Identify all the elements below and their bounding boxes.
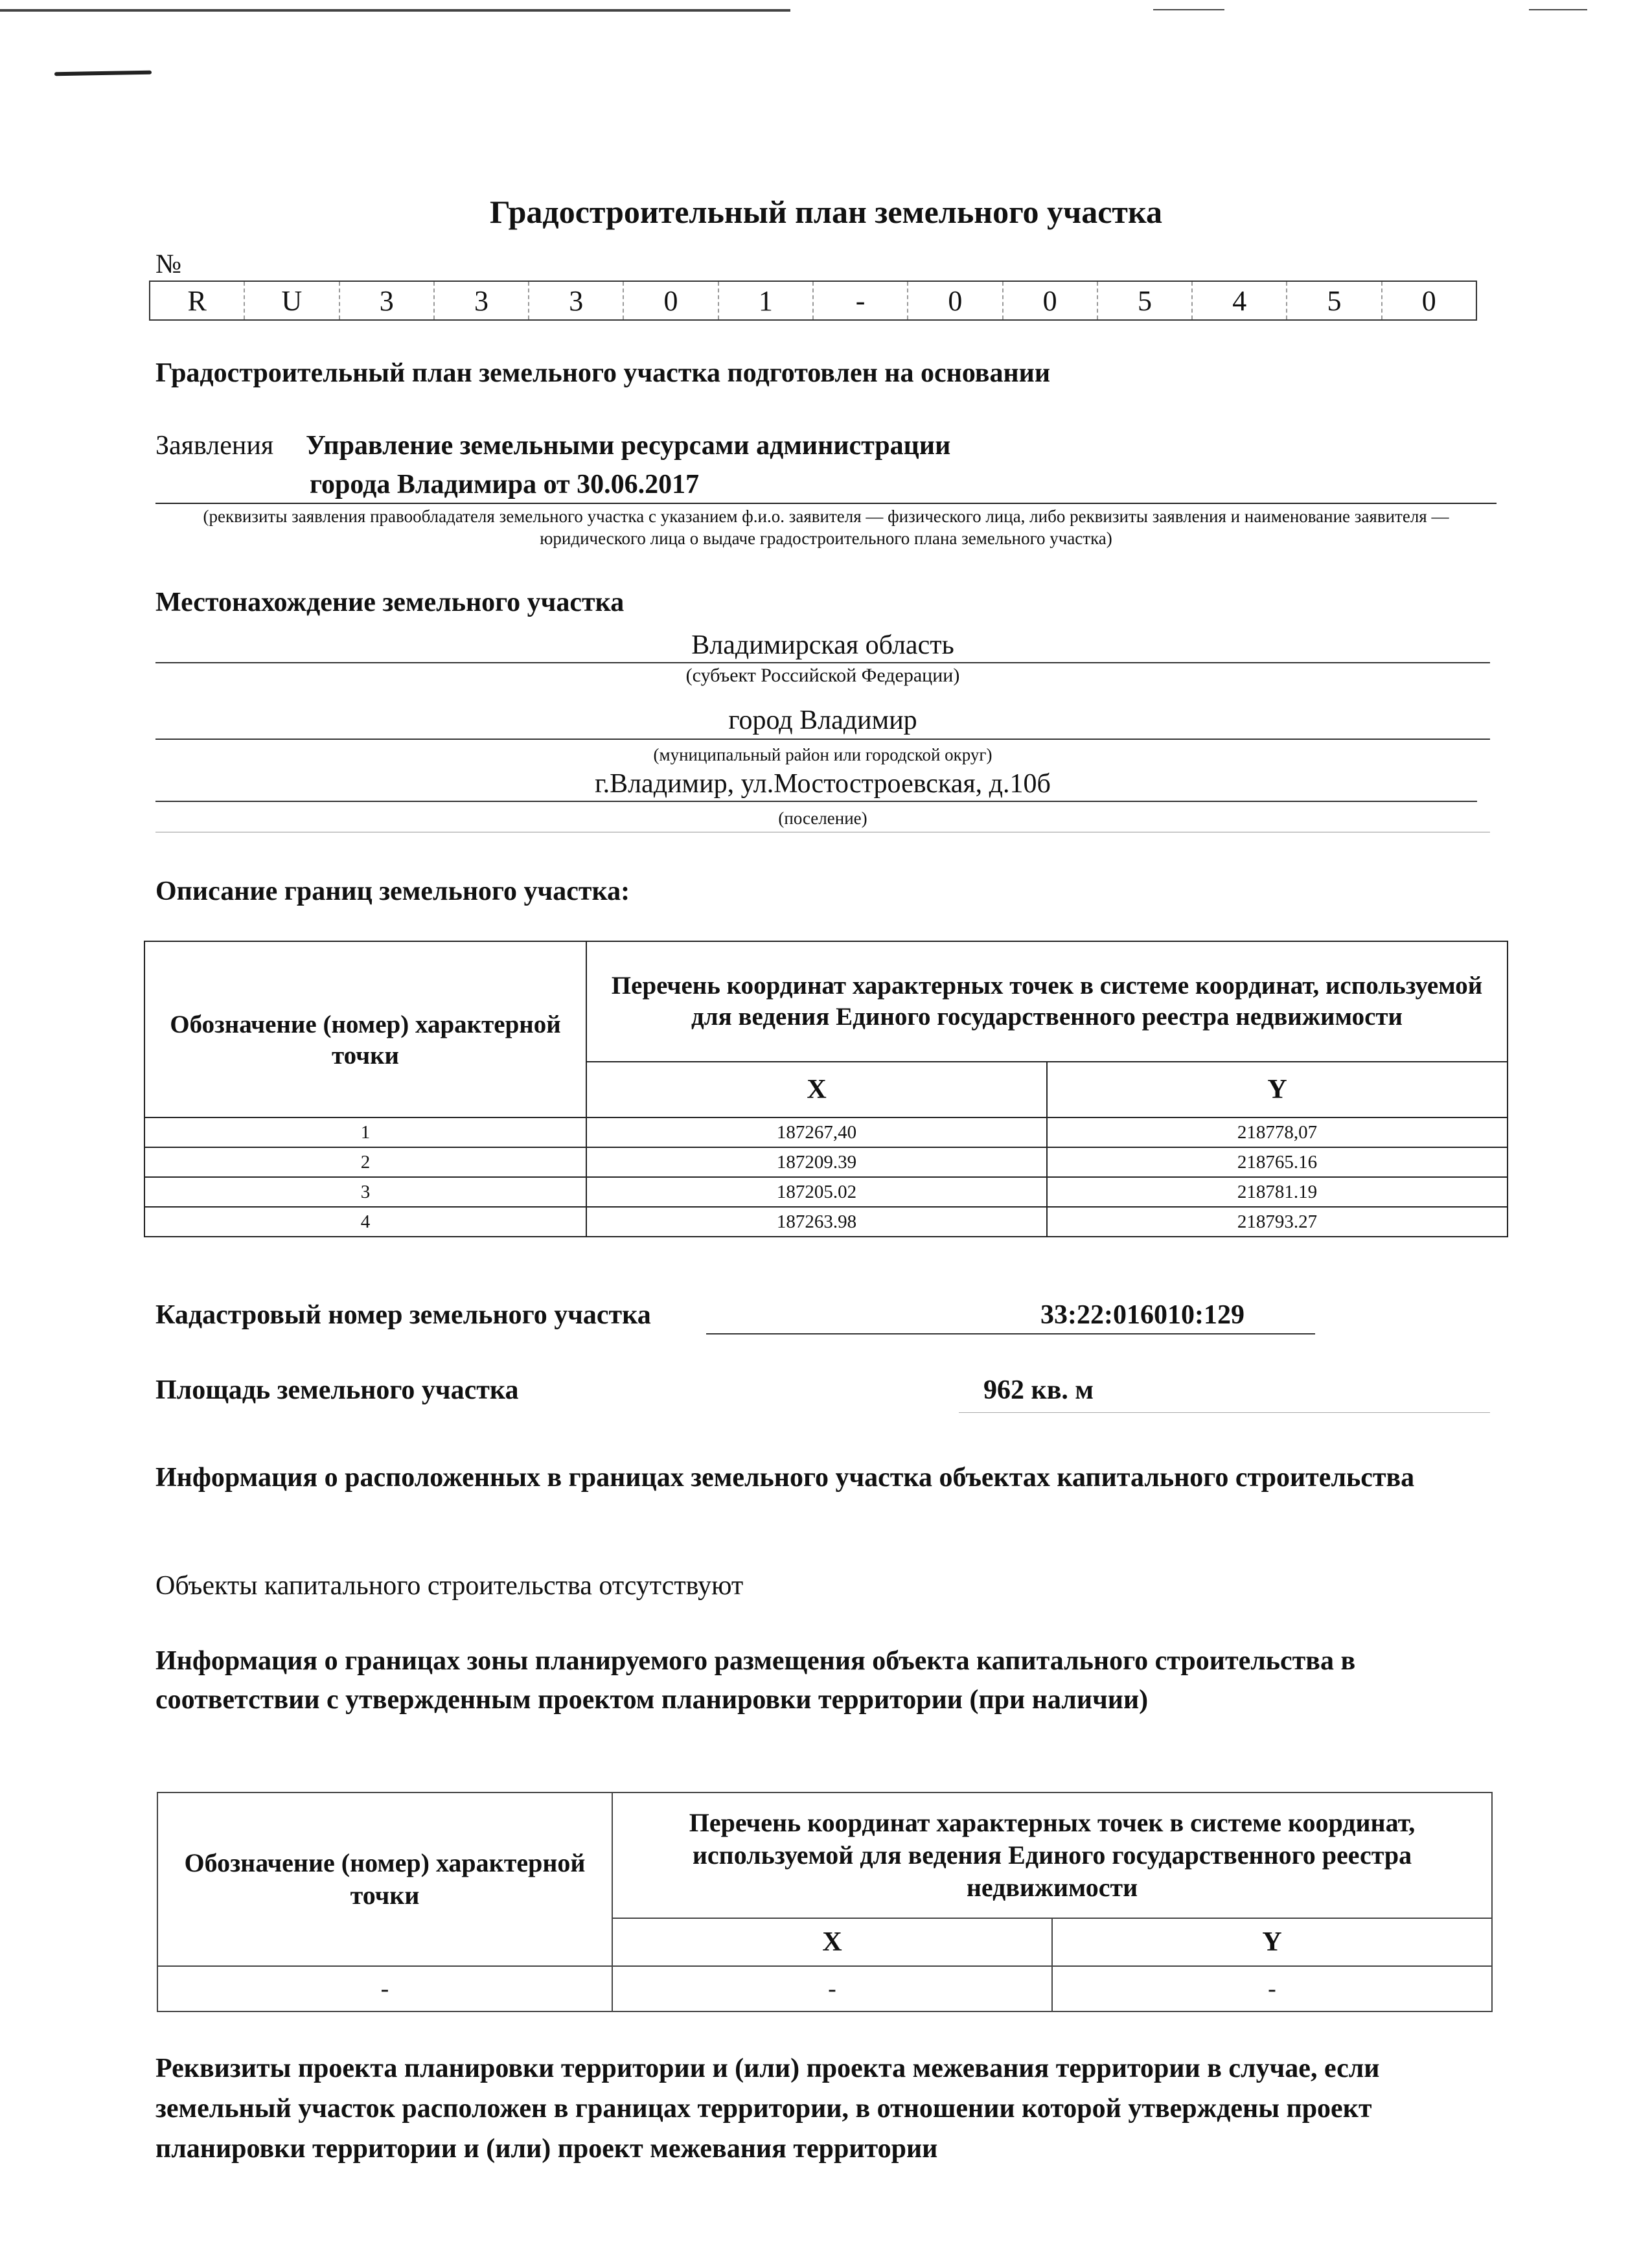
coord-y: 218793.27: [1047, 1207, 1508, 1237]
coord-x: 187205.02: [586, 1177, 1047, 1207]
table-row: [157, 1966, 1492, 2011]
point-number: 1: [144, 1117, 586, 1147]
plan-number-char: -: [814, 282, 908, 319]
address-note: (поселение): [778, 808, 867, 828]
application-underline: [155, 503, 1497, 504]
coord-y: 218778,07: [1047, 1117, 1508, 1147]
plan-number-char: 1: [719, 282, 814, 319]
cadastral-value: 33:22:016010:129: [1040, 1300, 1245, 1330]
point-number: 3: [144, 1177, 586, 1207]
plan-number-char: 0: [908, 282, 1003, 319]
plan-number-char: 3: [529, 282, 624, 319]
scan-edge-line: [1153, 9, 1224, 10]
area-underline: [959, 1412, 1490, 1413]
table-row: [144, 1147, 1508, 1177]
zone-coordinates-table: [157, 1792, 1493, 2012]
plan-number-char: 5: [1287, 282, 1382, 319]
cadastral-underline: [706, 1333, 1315, 1334]
coord-y: 218765.16: [1047, 1147, 1508, 1177]
table-header-coords: Перечень координат характерных точек в системе координат, используемой для ведения Единого государственного реестра недвижимости: [586, 941, 1508, 1062]
city-value: город Владимир: [728, 705, 917, 735]
location-heading: Местонахождение земельного участка: [155, 588, 625, 617]
area-label: Площадь земельного участка: [155, 1375, 519, 1405]
plan-number-char: 5: [1098, 282, 1193, 319]
coord-x: 187209.39: [586, 1147, 1047, 1177]
application-note: (реквизиты заявления правообладателя земельного участка с указанием ф.и.о. заявителя — физического лица, либо реквизиты заявления и наименование заявителя — юридического лица о выдаче градостроительного плана земельного участка): [203, 507, 1449, 548]
pen-mark: [54, 71, 152, 76]
application-prefix: Заявления: [155, 431, 274, 461]
table-header-y: Y: [1052, 1918, 1492, 1966]
plan-number-char: 3: [340, 282, 435, 319]
point-number: -: [157, 1966, 612, 2011]
table-row: [144, 1177, 1508, 1207]
basis-heading: Градостроительный план земельного участка подготовлен на основании: [155, 358, 1051, 388]
project-heading: Реквизиты проекта планировки территории и (или) проекта межевания территории в случае, если земельный участок расположен в границах территории, в отношении которой утверждены проект планировки территории и (или) проект межевания территории: [155, 2054, 1380, 2164]
table-header-coords: Перечень координат характерных точек в системе координат, используемой для ведения Единого государственного реестра недвижимости: [612, 1793, 1492, 1918]
borders-heading: Описание границ земельного участка:: [155, 876, 630, 906]
coord-x: 187267,40: [586, 1117, 1047, 1147]
objects-heading: Информация о расположенных в границах земельного участка объектах капитального строительства: [155, 1463, 1415, 1493]
plan-number-char: 0: [624, 282, 718, 319]
city-underline: [155, 739, 1490, 740]
city-note: (муниципальный район или городской округ): [653, 745, 992, 764]
plan-number-char: 0: [1421, 284, 1436, 317]
table-header-x: X: [586, 1062, 1047, 1117]
region-value: Владимирская область: [691, 630, 954, 660]
zone-heading: Информация о границах зоны планируемого размещения объекта капитального строительства в соответствии с утвержденным проектом планировки территории (при наличии): [155, 1646, 1356, 1715]
number-label: №: [155, 249, 182, 279]
point-number: 2: [144, 1147, 586, 1177]
scan-edge-line: [0, 9, 790, 12]
table-row: [144, 1207, 1508, 1237]
document-title: Градостроительный план земельного участка: [489, 194, 1163, 230]
application-line2: города Владимира от 30.06.2017: [310, 470, 700, 499]
table-header-x: X: [612, 1918, 1052, 1966]
address-value: г.Владимир, ул.Мостостроевская, д.10б: [595, 769, 1051, 799]
address-underline: [155, 801, 1477, 802]
plan-number-char: 4: [1193, 282, 1287, 319]
coord-y: 218781.19: [1047, 1177, 1508, 1207]
scan-edge-line: [1529, 9, 1587, 10]
coord-y: -: [1052, 1966, 1492, 2011]
plan-number-char: 3: [435, 282, 529, 319]
area-value: 962 кв. м: [983, 1375, 1094, 1405]
objects-text: Объекты капитального строительства отсутствуют: [155, 1571, 744, 1601]
table-header-point: Обозначение (номер) характерной точки: [157, 1793, 612, 1966]
region-note: (субъект Российской Федерации): [685, 665, 960, 686]
plan-number-char: 0: [1004, 282, 1098, 319]
cadastral-label: Кадастровый номер земельного участка: [155, 1300, 651, 1330]
table-row: [144, 1117, 1508, 1147]
table-header-y: Y: [1047, 1062, 1508, 1117]
coord-x: -: [612, 1966, 1052, 2011]
plan-number-char: R: [150, 282, 245, 319]
borders-coordinates-table: [144, 941, 1508, 1237]
coord-x: 187263.98: [586, 1207, 1047, 1237]
table-header-point: Обозначение (номер) характерной точки: [144, 941, 586, 1117]
region-underline: [155, 662, 1490, 663]
application-line1: Управление земельными ресурсами администрации: [306, 431, 951, 461]
plan-number-grid: [149, 281, 1477, 321]
point-number: 4: [144, 1207, 586, 1237]
plan-number-char: U: [245, 282, 339, 319]
